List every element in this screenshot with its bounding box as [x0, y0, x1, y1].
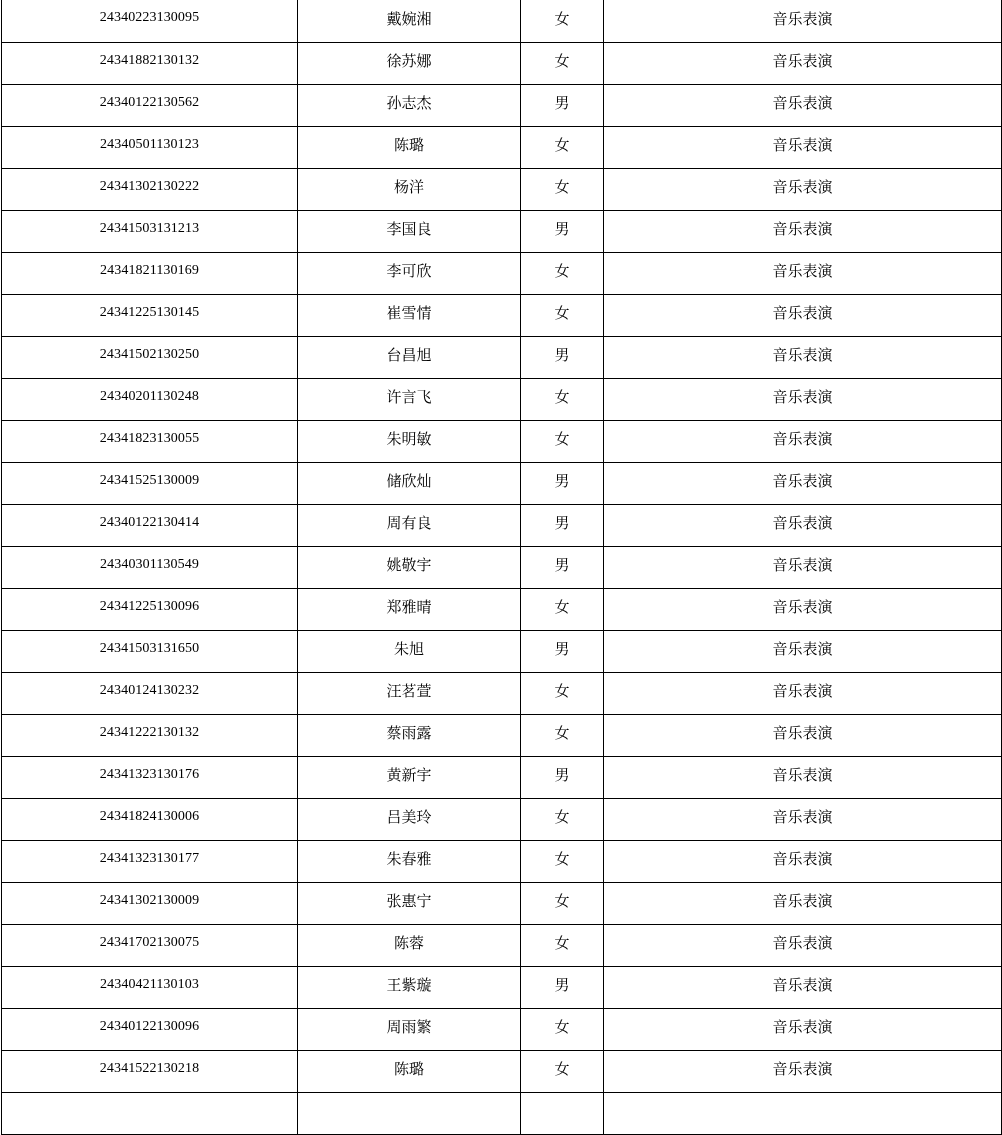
major-cell — [604, 1051, 1002, 1093]
major-cell — [604, 421, 1002, 463]
student-name-cell — [298, 337, 521, 379]
major-cell-text: 音乐表演 — [772, 850, 833, 868]
candidate-id-cell-text: 24341225130145 — [99, 304, 200, 320]
student-name-cell — [298, 85, 521, 127]
student-name-cell — [298, 925, 521, 967]
major-cell-text: 音乐表演 — [772, 976, 833, 994]
student-name-cell — [298, 547, 521, 589]
student-name-cell — [298, 463, 521, 505]
gender-cell — [521, 1009, 604, 1051]
candidate-id-cell — [2, 589, 298, 631]
student-name-cell — [298, 673, 521, 715]
candidate-id-cell — [2, 925, 298, 967]
gender-cell — [521, 127, 604, 169]
student-name-cell-text: 台昌旭 — [386, 346, 432, 364]
gender-cell-text: 女 — [554, 934, 570, 952]
candidate-id-cell-text: 24341502130250 — [99, 346, 200, 362]
major-cell-text: 音乐表演 — [772, 766, 833, 784]
candidate-id-cell-text: 24341821130169 — [100, 262, 199, 278]
gender-cell-text: 男 — [554, 556, 570, 574]
candidate-id-cell-text: 24341225130096 — [99, 598, 200, 614]
gender-cell-text: 男 — [554, 976, 570, 994]
candidate-id-cell-text: 24340122130414 — [99, 514, 200, 530]
gender-cell-text: 女 — [554, 850, 570, 868]
candidate-id-cell-text: 24341503131650 — [99, 640, 200, 656]
candidate-id-cell — [2, 463, 298, 505]
table-row — [2, 421, 1002, 463]
table-row — [2, 1093, 1002, 1135]
gender-cell-text: 女 — [554, 388, 570, 406]
gender-cell — [521, 43, 604, 85]
candidate-id-cell — [2, 505, 298, 547]
candidate-id-cell — [2, 43, 298, 85]
table-row — [2, 85, 1002, 127]
gender-cell — [521, 337, 604, 379]
candidate-id-cell-text: 24341302130222 — [99, 178, 200, 194]
student-name-cell-text: 姚敬宇 — [386, 556, 432, 574]
table-row — [2, 1009, 1002, 1051]
student-name-cell-text: 崔雪情 — [386, 304, 432, 322]
candidate-id-cell — [2, 631, 298, 673]
table-row — [2, 1051, 1002, 1093]
student-name-cell-text: 徐苏娜 — [386, 52, 432, 70]
major-cell — [604, 757, 1002, 799]
gender-cell-text: 女 — [554, 808, 570, 826]
student-name-cell-text: 陈蓉 — [393, 934, 424, 952]
student-name-cell — [298, 127, 521, 169]
major-cell — [604, 379, 1002, 421]
major-cell — [604, 589, 1002, 631]
major-cell — [604, 547, 1002, 589]
major-cell — [604, 715, 1002, 757]
gender-cell-text: 女 — [554, 52, 570, 70]
candidate-id-cell-text: 24341503131213 — [99, 220, 200, 236]
candidate-id-cell-text: 24340501130123 — [100, 136, 199, 152]
candidate-id-cell-text: 24341882130132 — [99, 52, 200, 68]
table-row — [2, 463, 1002, 505]
student-name-cell — [298, 883, 521, 925]
student-name-cell-text: 陈璐 — [393, 136, 424, 154]
student-name-cell-text: 张惠宁 — [386, 892, 432, 910]
major-cell — [604, 127, 1002, 169]
candidate-id-cell — [2, 1093, 298, 1135]
major-cell-text: 音乐表演 — [772, 346, 833, 364]
student-roster-table — [1, 0, 1002, 1135]
table-row — [2, 925, 1002, 967]
major-cell-text: 音乐表演 — [772, 136, 833, 154]
candidate-id-cell — [2, 841, 298, 883]
gender-cell-text: 女 — [554, 892, 570, 910]
table-row — [2, 211, 1002, 253]
major-cell-text: 音乐表演 — [772, 598, 833, 616]
table-row — [2, 841, 1002, 883]
student-name-cell-text: 蔡雨露 — [386, 724, 432, 742]
candidate-id-cell — [2, 967, 298, 1009]
major-cell-text: 音乐表演 — [772, 724, 833, 742]
major-cell — [604, 631, 1002, 673]
gender-cell — [521, 295, 604, 337]
candidate-id-cell-text: 24341702130075 — [99, 934, 200, 950]
candidate-id-cell-text: 24341823130055 — [99, 430, 200, 446]
student-name-cell — [298, 757, 521, 799]
student-name-cell-text: 戴婉湘 — [386, 9, 432, 28]
major-cell-text: 音乐表演 — [772, 94, 833, 112]
table-row — [2, 757, 1002, 799]
major-cell — [604, 967, 1002, 1009]
candidate-id-cell — [2, 883, 298, 925]
major-cell — [604, 43, 1002, 85]
table-row — [2, 631, 1002, 673]
candidate-id-cell-text: 24341525130009 — [99, 472, 200, 488]
candidate-id-cell-text: 24341323130176 — [99, 766, 200, 782]
student-name-cell-text: 储欣灿 — [386, 472, 432, 490]
candidate-id-cell-text: 24340421130103 — [100, 976, 199, 992]
gender-cell — [521, 925, 604, 967]
gender-cell-text: 男 — [554, 472, 570, 490]
gender-cell-text: 女 — [554, 682, 570, 700]
major-cell-text: 音乐表演 — [772, 514, 833, 532]
gender-cell — [521, 505, 604, 547]
student-name-cell — [298, 967, 521, 1009]
table-row — [2, 967, 1002, 1009]
candidate-id-cell — [2, 337, 298, 379]
student-name-cell — [298, 841, 521, 883]
candidate-id-cell-text: 24341302130009 — [99, 892, 200, 908]
table-row — [2, 547, 1002, 589]
major-cell — [604, 211, 1002, 253]
major-cell-text: 音乐表演 — [772, 304, 833, 322]
major-cell — [604, 673, 1002, 715]
student-name-cell — [298, 1051, 521, 1093]
student-name-cell-text: 黄新宇 — [386, 766, 432, 784]
gender-cell — [521, 421, 604, 463]
major-cell-text: 音乐表演 — [772, 556, 833, 574]
candidate-id-cell-text: 24340124130232 — [99, 682, 200, 698]
gender-cell-text: 男 — [554, 766, 570, 784]
student-name-cell — [298, 1009, 521, 1051]
major-cell-text: 音乐表演 — [772, 682, 833, 700]
table-row — [2, 169, 1002, 211]
table-row — [2, 295, 1002, 337]
table-row — [2, 715, 1002, 757]
candidate-id-cell-text: 24340201130248 — [100, 388, 199, 404]
candidate-id-cell-text: 24341824130006 — [99, 808, 200, 824]
gender-cell — [521, 1093, 604, 1135]
student-name-cell-text: 郑雅晴 — [386, 598, 432, 616]
major-cell — [604, 799, 1002, 841]
student-name-cell — [298, 715, 521, 757]
student-name-cell — [298, 169, 521, 211]
gender-cell — [521, 169, 604, 211]
student-name-cell — [298, 799, 521, 841]
gender-cell-text: 女 — [554, 136, 570, 154]
candidate-id-cell-text: 24340122130562 — [99, 94, 200, 110]
student-name-cell — [298, 589, 521, 631]
table-row — [2, 589, 1002, 631]
candidate-id-cell — [2, 799, 298, 841]
major-cell — [604, 295, 1002, 337]
student-name-cell-text: 周有良 — [386, 514, 432, 532]
candidate-id-cell — [2, 715, 298, 757]
gender-cell — [521, 883, 604, 925]
gender-cell-text: 女 — [554, 598, 570, 616]
candidate-id-cell-text: 24340223130095 — [99, 10, 200, 25]
major-cell — [604, 85, 1002, 127]
candidate-id-cell — [2, 757, 298, 799]
gender-cell-text: 男 — [554, 346, 570, 364]
gender-cell-text: 男 — [554, 220, 570, 238]
major-cell — [604, 1009, 1002, 1051]
gender-cell-text: 男 — [554, 94, 570, 112]
gender-cell — [521, 757, 604, 799]
gender-cell — [521, 1051, 604, 1093]
gender-cell — [521, 799, 604, 841]
candidate-id-cell — [2, 0, 298, 43]
major-cell — [604, 169, 1002, 211]
major-cell-text: 音乐表演 — [772, 220, 833, 238]
major-cell — [604, 0, 1002, 43]
table-row — [2, 883, 1002, 925]
major-cell-text: 音乐表演 — [772, 388, 833, 406]
student-name-cell — [298, 295, 521, 337]
student-name-cell — [298, 43, 521, 85]
student-name-cell-text: 李国良 — [386, 220, 432, 238]
major-cell-text: 音乐表演 — [772, 9, 833, 28]
candidate-id-cell-text: 24340122130096 — [99, 1018, 200, 1034]
gender-cell-text: 男 — [554, 514, 570, 532]
gender-cell — [521, 463, 604, 505]
major-cell — [604, 925, 1002, 967]
student-name-cell — [298, 505, 521, 547]
student-name-cell-text: 陈璐 — [393, 1060, 424, 1078]
gender-cell — [521, 841, 604, 883]
gender-cell — [521, 715, 604, 757]
student-name-cell — [298, 379, 521, 421]
student-name-cell-text: 朱旭 — [393, 640, 424, 658]
candidate-id-cell — [2, 673, 298, 715]
table-row — [2, 0, 1002, 43]
student-name-cell — [298, 1093, 521, 1135]
gender-cell-text: 女 — [554, 262, 570, 280]
student-name-cell-text: 周雨繁 — [386, 1018, 432, 1036]
major-cell-text: 音乐表演 — [772, 52, 833, 70]
major-cell-text: 音乐表演 — [772, 262, 833, 280]
candidate-id-cell — [2, 253, 298, 295]
gender-cell-text: 女 — [554, 1060, 570, 1078]
candidate-id-cell — [2, 127, 298, 169]
student-name-cell-text: 许言飞 — [386, 388, 432, 406]
candidate-id-cell-text: 24341323130177 — [99, 850, 200, 866]
table-row — [2, 799, 1002, 841]
student-name-cell-text: 孙志杰 — [386, 94, 432, 112]
student-name-cell — [298, 0, 521, 43]
gender-cell — [521, 211, 604, 253]
gender-cell — [521, 547, 604, 589]
major-cell-text: 音乐表演 — [772, 892, 833, 910]
gender-cell-text: 男 — [554, 640, 570, 658]
gender-cell — [521, 589, 604, 631]
gender-cell — [521, 379, 604, 421]
major-cell — [604, 883, 1002, 925]
student-name-cell-text: 汪茗萱 — [386, 682, 432, 700]
student-name-cell — [298, 253, 521, 295]
major-cell-text: 音乐表演 — [772, 1060, 833, 1078]
candidate-id-cell — [2, 1051, 298, 1093]
roster-body — [2, 0, 1002, 1135]
candidate-id-cell — [2, 1009, 298, 1051]
candidate-id-cell-text: 24341522130218 — [99, 1060, 200, 1076]
major-cell-text: 音乐表演 — [772, 430, 833, 448]
candidate-id-cell — [2, 547, 298, 589]
candidate-id-cell — [2, 295, 298, 337]
major-cell-text: 音乐表演 — [772, 808, 833, 826]
major-cell — [604, 505, 1002, 547]
candidate-id-cell-text: 24341222130132 — [99, 724, 200, 740]
table-row — [2, 127, 1002, 169]
gender-cell-text: 女 — [554, 9, 570, 28]
gender-cell-text: 女 — [554, 430, 570, 448]
major-cell-text: 音乐表演 — [772, 934, 833, 952]
major-cell-text: 音乐表演 — [772, 178, 833, 196]
student-name-cell — [298, 631, 521, 673]
table-row — [2, 505, 1002, 547]
gender-cell — [521, 0, 604, 43]
candidate-id-cell — [2, 379, 298, 421]
major-cell-text: 音乐表演 — [772, 1018, 833, 1036]
gender-cell-text: 女 — [554, 724, 570, 742]
gender-cell — [521, 673, 604, 715]
gender-cell-text: 女 — [554, 304, 570, 322]
student-name-cell — [298, 421, 521, 463]
candidate-id-cell — [2, 85, 298, 127]
gender-cell — [521, 967, 604, 1009]
gender-cell — [521, 85, 604, 127]
gender-cell — [521, 631, 604, 673]
candidate-id-cell-text: 24340301130549 — [100, 556, 199, 572]
major-cell-text: 音乐表演 — [772, 472, 833, 490]
table-row — [2, 43, 1002, 85]
student-name-cell-text: 杨洋 — [393, 178, 424, 196]
gender-cell-text: 女 — [554, 1018, 570, 1036]
candidate-id-cell — [2, 211, 298, 253]
student-name-cell — [298, 211, 521, 253]
major-cell — [604, 1093, 1002, 1135]
major-cell — [604, 337, 1002, 379]
student-name-cell-text: 朱春雅 — [386, 850, 432, 868]
major-cell-text: 音乐表演 — [772, 640, 833, 658]
table-row — [2, 379, 1002, 421]
major-cell — [604, 841, 1002, 883]
gender-cell — [521, 253, 604, 295]
student-name-cell-text: 吕美玲 — [386, 808, 432, 826]
table-row — [2, 673, 1002, 715]
student-name-cell-text: 朱明敏 — [386, 430, 432, 448]
major-cell — [604, 253, 1002, 295]
major-cell — [604, 463, 1002, 505]
table-row — [2, 253, 1002, 295]
student-name-cell-text: 王紫璇 — [386, 976, 432, 994]
candidate-id-cell — [2, 169, 298, 211]
student-name-cell-text: 李可欣 — [386, 262, 432, 280]
gender-cell-text: 女 — [554, 178, 570, 196]
table-row — [2, 337, 1002, 379]
candidate-id-cell — [2, 421, 298, 463]
